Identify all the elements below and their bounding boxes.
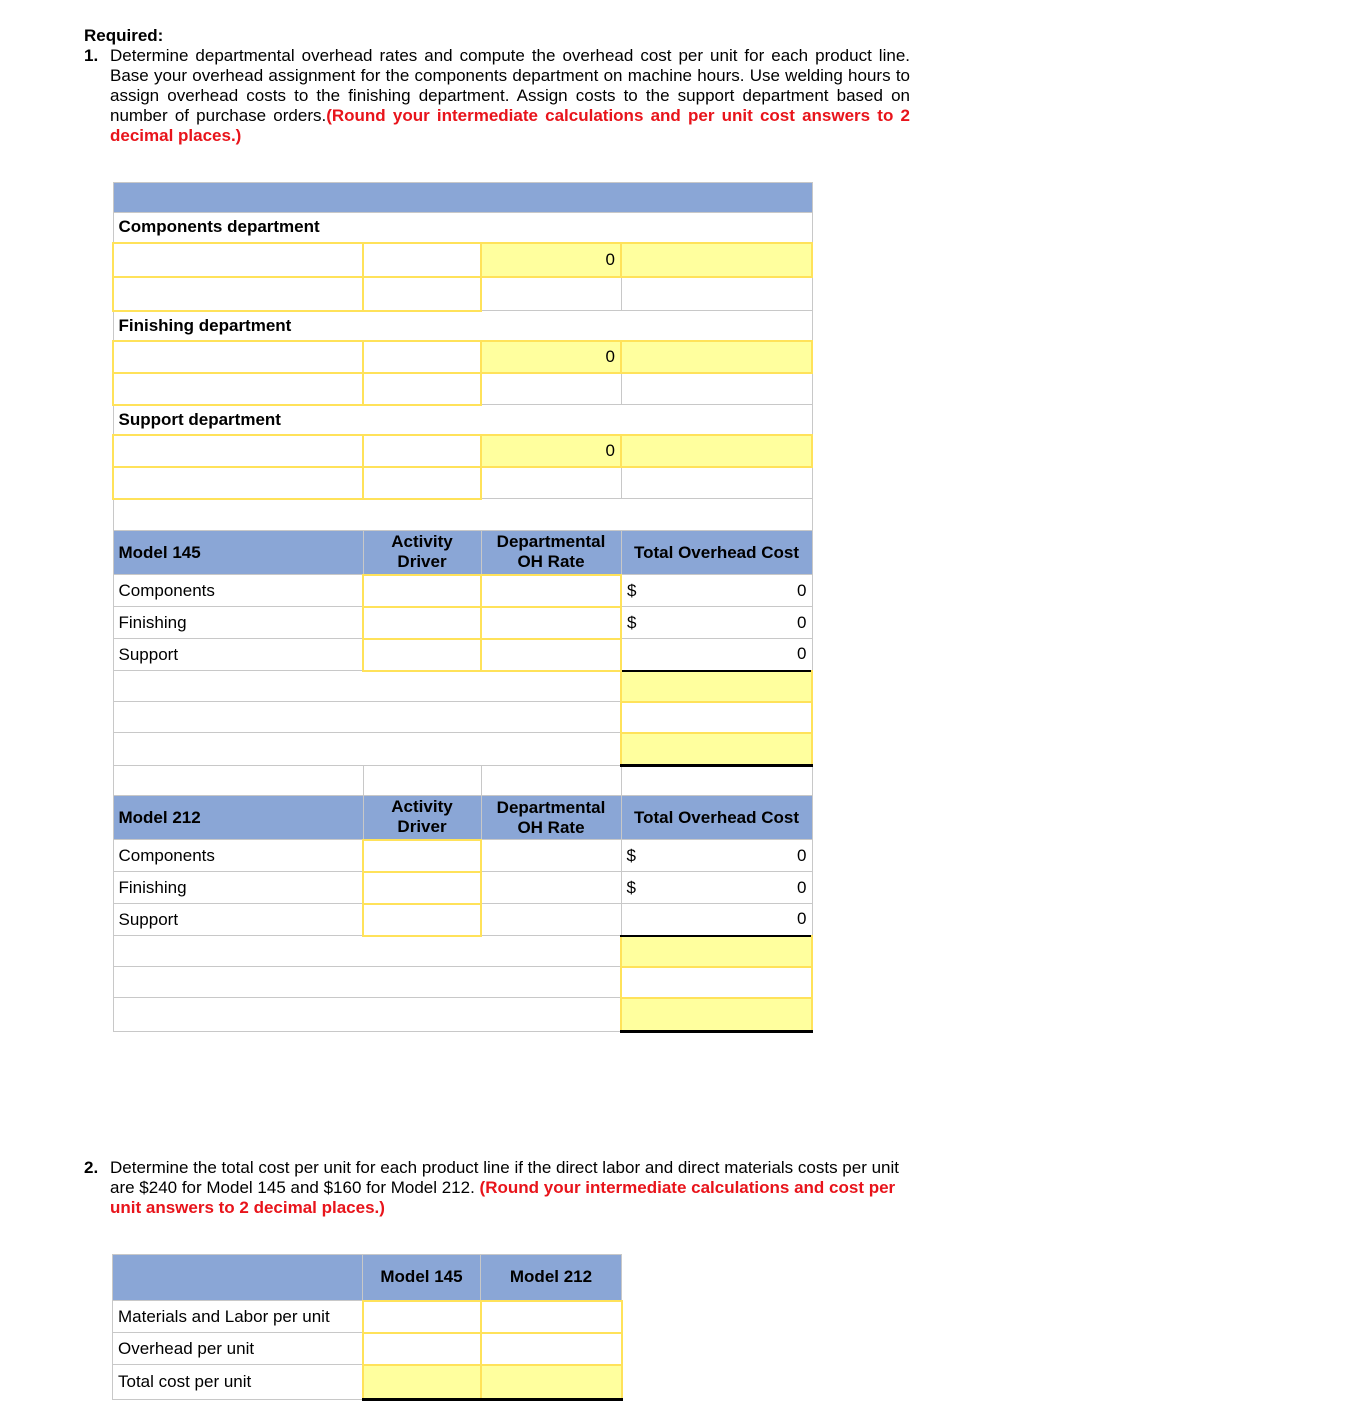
question-1-text bbox=[110, 46, 910, 146]
support-rate-result: 0 bbox=[481, 435, 621, 467]
model-212-components-label: Components bbox=[113, 840, 363, 872]
model-145-support-rate-input[interactable] bbox=[481, 639, 621, 671]
model-212-total-overhead-input[interactable] bbox=[621, 936, 812, 967]
question-2-number: 2. bbox=[84, 1158, 99, 1177]
finishing-total-input[interactable] bbox=[113, 373, 363, 405]
model-145-components-total bbox=[621, 575, 812, 607]
support-empty-cell bbox=[481, 467, 621, 499]
worksheet-header-bar bbox=[113, 183, 812, 213]
components-driver-input[interactable] bbox=[363, 243, 481, 277]
support-overhead-input[interactable] bbox=[113, 435, 363, 467]
spacer-row bbox=[113, 499, 812, 531]
support-driver-input[interactable] bbox=[363, 435, 481, 467]
finishing-overhead-input[interactable] bbox=[113, 341, 363, 373]
model-212-support-label: Support bbox=[113, 904, 363, 936]
components-rate-unit-input[interactable] bbox=[621, 243, 812, 277]
required-heading: Required: bbox=[84, 26, 164, 45]
model-145-finishing-total-value: 0 bbox=[797, 612, 807, 632]
spacer-cell bbox=[363, 766, 481, 796]
total-cost-per-unit-label: Total cost per unit bbox=[113, 1365, 363, 1400]
model-145-finishing-driver-input[interactable] bbox=[363, 607, 481, 639]
required-instructions bbox=[84, 26, 910, 146]
finishing-driver-input[interactable] bbox=[363, 341, 481, 373]
model-145-total-overhead-input[interactable] bbox=[621, 671, 812, 702]
model-145-materials-labor-input[interactable] bbox=[363, 1301, 481, 1333]
finishing-department-label: Finishing department bbox=[113, 311, 812, 341]
model-145-components-driver-input[interactable] bbox=[363, 575, 481, 607]
model-145-support-label: Support bbox=[113, 639, 363, 671]
currency-symbol: $ bbox=[627, 612, 637, 632]
model-212-finishing-driver-input[interactable] bbox=[363, 872, 481, 904]
model-212-oh-rate-header: Departmental OH Rate bbox=[481, 796, 621, 840]
summary-model-145-header: Model 145 bbox=[363, 1255, 481, 1301]
spacer-cell bbox=[113, 766, 363, 796]
question-1-body: Determine departmental overhead rates and compute the overhead cost per unit for each product line. Base your overhead assignment for the components department on machine hours. Use welding hours to assign overhead costs to the finishing department. Assign costs to the support department based on number of purchase orders. bbox=[110, 46, 910, 125]
model-212-total-overhead-header: Total Overhead Cost bbox=[621, 796, 812, 840]
model-145-components-label: Components bbox=[113, 575, 363, 607]
support-rate-unit-input[interactable] bbox=[621, 435, 812, 467]
model-212-support-driver-input[interactable] bbox=[363, 904, 481, 936]
model-212-finishing-total bbox=[621, 872, 812, 904]
model-212-support-total-value: 0 bbox=[797, 909, 807, 929]
support-total-driver-input[interactable] bbox=[363, 467, 481, 499]
currency-symbol: $ bbox=[626, 877, 636, 897]
question-1-number: 1. bbox=[84, 46, 99, 65]
materials-labor-label: Materials and Labor per unit bbox=[113, 1301, 363, 1333]
model-212-units-input[interactable] bbox=[621, 967, 812, 998]
components-total-input[interactable] bbox=[113, 277, 363, 311]
support-empty-cell-2 bbox=[621, 467, 812, 499]
components-rate-result: 0 bbox=[481, 243, 621, 277]
model-145-components-rate-input[interactable] bbox=[481, 575, 621, 607]
model-212-materials-labor-input[interactable] bbox=[481, 1301, 622, 1333]
model-212-header: Model 212 bbox=[113, 796, 363, 840]
finishing-rate-result: 0 bbox=[481, 341, 621, 373]
summary-model-212-header: Model 212 bbox=[481, 1255, 622, 1301]
support-total-input[interactable] bbox=[113, 467, 363, 499]
model-212-finishing-label: Finishing bbox=[113, 872, 363, 904]
cost-per-unit-table bbox=[112, 1254, 623, 1401]
model-212-support-total bbox=[621, 904, 812, 936]
model-145-total-label-input[interactable] bbox=[113, 671, 621, 702]
spacer-cell bbox=[481, 766, 621, 796]
model-212-units-label-input[interactable] bbox=[113, 967, 621, 998]
finishing-rate-unit-input[interactable] bbox=[621, 341, 812, 373]
question-2-body: Determine the total cost per unit for each product line if the direct labor and direct materials costs per unit are $240 for Model 145 and $160 for Model 212. bbox=[110, 1158, 900, 1197]
model-145-finishing-label: Finishing bbox=[113, 607, 363, 639]
question-2-rounding-note: (Round your intermediate calculations and cost per unit answers to 2 decimal places.) bbox=[110, 1178, 896, 1217]
finishing-empty-cell bbox=[481, 373, 621, 405]
overhead-worksheet-table bbox=[112, 182, 813, 1033]
model-145-finishing-total bbox=[621, 607, 812, 639]
model-212-total-label-input[interactable] bbox=[113, 936, 621, 967]
currency-symbol: $ bbox=[627, 580, 637, 600]
components-total-driver-input[interactable] bbox=[363, 277, 481, 311]
model-212-components-rate-cell bbox=[481, 840, 621, 872]
finishing-empty-cell-2 bbox=[621, 373, 812, 405]
model-145-units-input[interactable] bbox=[621, 702, 812, 733]
question-2-text bbox=[110, 1158, 904, 1218]
model-212-finishing-total-value: 0 bbox=[797, 877, 807, 897]
model-145-per-unit-label-input[interactable] bbox=[113, 733, 621, 766]
model-212-components-total bbox=[621, 840, 812, 872]
model-212-activity-driver-header: Activity Driver bbox=[363, 796, 481, 840]
model-145-support-total-value: 0 bbox=[797, 644, 807, 664]
model-145-units-label-input[interactable] bbox=[113, 702, 621, 733]
model-145-header: Model 145 bbox=[113, 531, 363, 575]
finishing-total-driver-input[interactable] bbox=[363, 373, 481, 405]
model-145-finishing-rate-input[interactable] bbox=[481, 607, 621, 639]
spacer-cell bbox=[621, 766, 812, 796]
model-212-overhead-per-unit-summary-input[interactable] bbox=[481, 1333, 622, 1365]
support-department-label: Support department bbox=[113, 405, 812, 435]
model-145-activity-driver-header: Activity Driver bbox=[363, 531, 481, 575]
model-212-components-driver-input[interactable] bbox=[363, 840, 481, 872]
model-145-oh-rate-header: Departmental OH Rate bbox=[481, 531, 621, 575]
model-145-overhead-per-unit-input[interactable] bbox=[621, 733, 812, 766]
model-212-per-unit-label-input[interactable] bbox=[113, 998, 621, 1032]
components-empty-cell bbox=[481, 277, 621, 311]
model-212-support-rate-cell bbox=[481, 904, 621, 936]
model-212-finishing-rate-cell bbox=[481, 872, 621, 904]
model-145-overhead-per-unit-summary-input[interactable] bbox=[363, 1333, 481, 1365]
model-145-support-total bbox=[621, 639, 812, 671]
question-2-instructions bbox=[84, 1158, 904, 1218]
model-145-total-overhead-header: Total Overhead Cost bbox=[621, 531, 812, 575]
question-1-rounding-note: (Round your intermediate calculations and per unit cost answers to 2 decimal places.) bbox=[110, 106, 910, 145]
components-overhead-input[interactable] bbox=[113, 243, 363, 277]
currency-symbol: $ bbox=[626, 845, 636, 865]
model-145-total-cost-input[interactable] bbox=[363, 1365, 481, 1400]
model-212-overhead-per-unit-input[interactable] bbox=[621, 998, 812, 1032]
overhead-per-unit-label: Overhead per unit bbox=[113, 1333, 363, 1365]
model-145-components-total-value: 0 bbox=[797, 580, 807, 600]
model-145-support-driver-input[interactable] bbox=[363, 639, 481, 671]
model-212-total-cost-input[interactable] bbox=[481, 1365, 622, 1400]
summary-header-blank bbox=[113, 1255, 363, 1301]
components-department-label: Components department bbox=[113, 213, 812, 243]
components-empty-cell-2 bbox=[621, 277, 812, 311]
model-212-components-total-value: 0 bbox=[797, 845, 807, 865]
